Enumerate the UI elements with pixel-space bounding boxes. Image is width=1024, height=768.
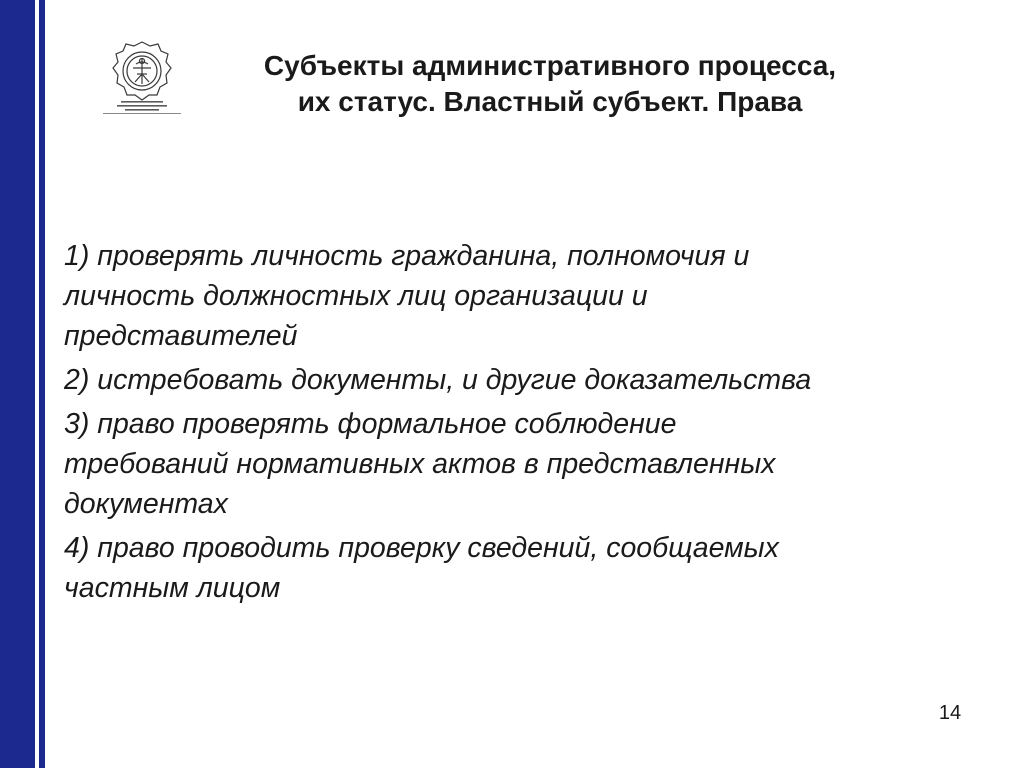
list-item	[64, 528, 974, 608]
list-item-line: частным лицом	[64, 572, 281, 604]
sidebar-bar-wide	[0, 0, 35, 768]
sidebar-bar-thin	[39, 0, 45, 768]
list-item	[64, 360, 974, 400]
page-number: 14	[938, 702, 962, 724]
list-item	[64, 404, 974, 524]
slide-title	[190, 48, 910, 120]
rights-list	[64, 236, 974, 612]
slide-title-line: Субъекты административного процесса,	[263, 50, 837, 81]
list-item-line: личность должностных лиц организации и	[64, 280, 648, 312]
list-item	[64, 236, 974, 356]
list-item-line: представителей	[64, 320, 298, 352]
sidebar-decoration	[0, 0, 45, 768]
slide-title-line: их статус. Властный субъект. Права	[297, 86, 803, 117]
list-item-line: требований нормативных актов в представленных	[64, 448, 776, 480]
list-item-line: документах	[64, 488, 228, 520]
list-item-line: 4) право проводить проверку сведений, сообщаемых	[64, 532, 779, 564]
list-item-line: 3) право проверять формальное соблюдение	[64, 408, 677, 440]
list-item-line: 1) проверять личность гражданина, полномочия и	[64, 240, 750, 272]
list-item-line: 2) истребовать документы, и другие доказательства	[64, 364, 812, 396]
university-emblem-icon	[103, 38, 181, 114]
